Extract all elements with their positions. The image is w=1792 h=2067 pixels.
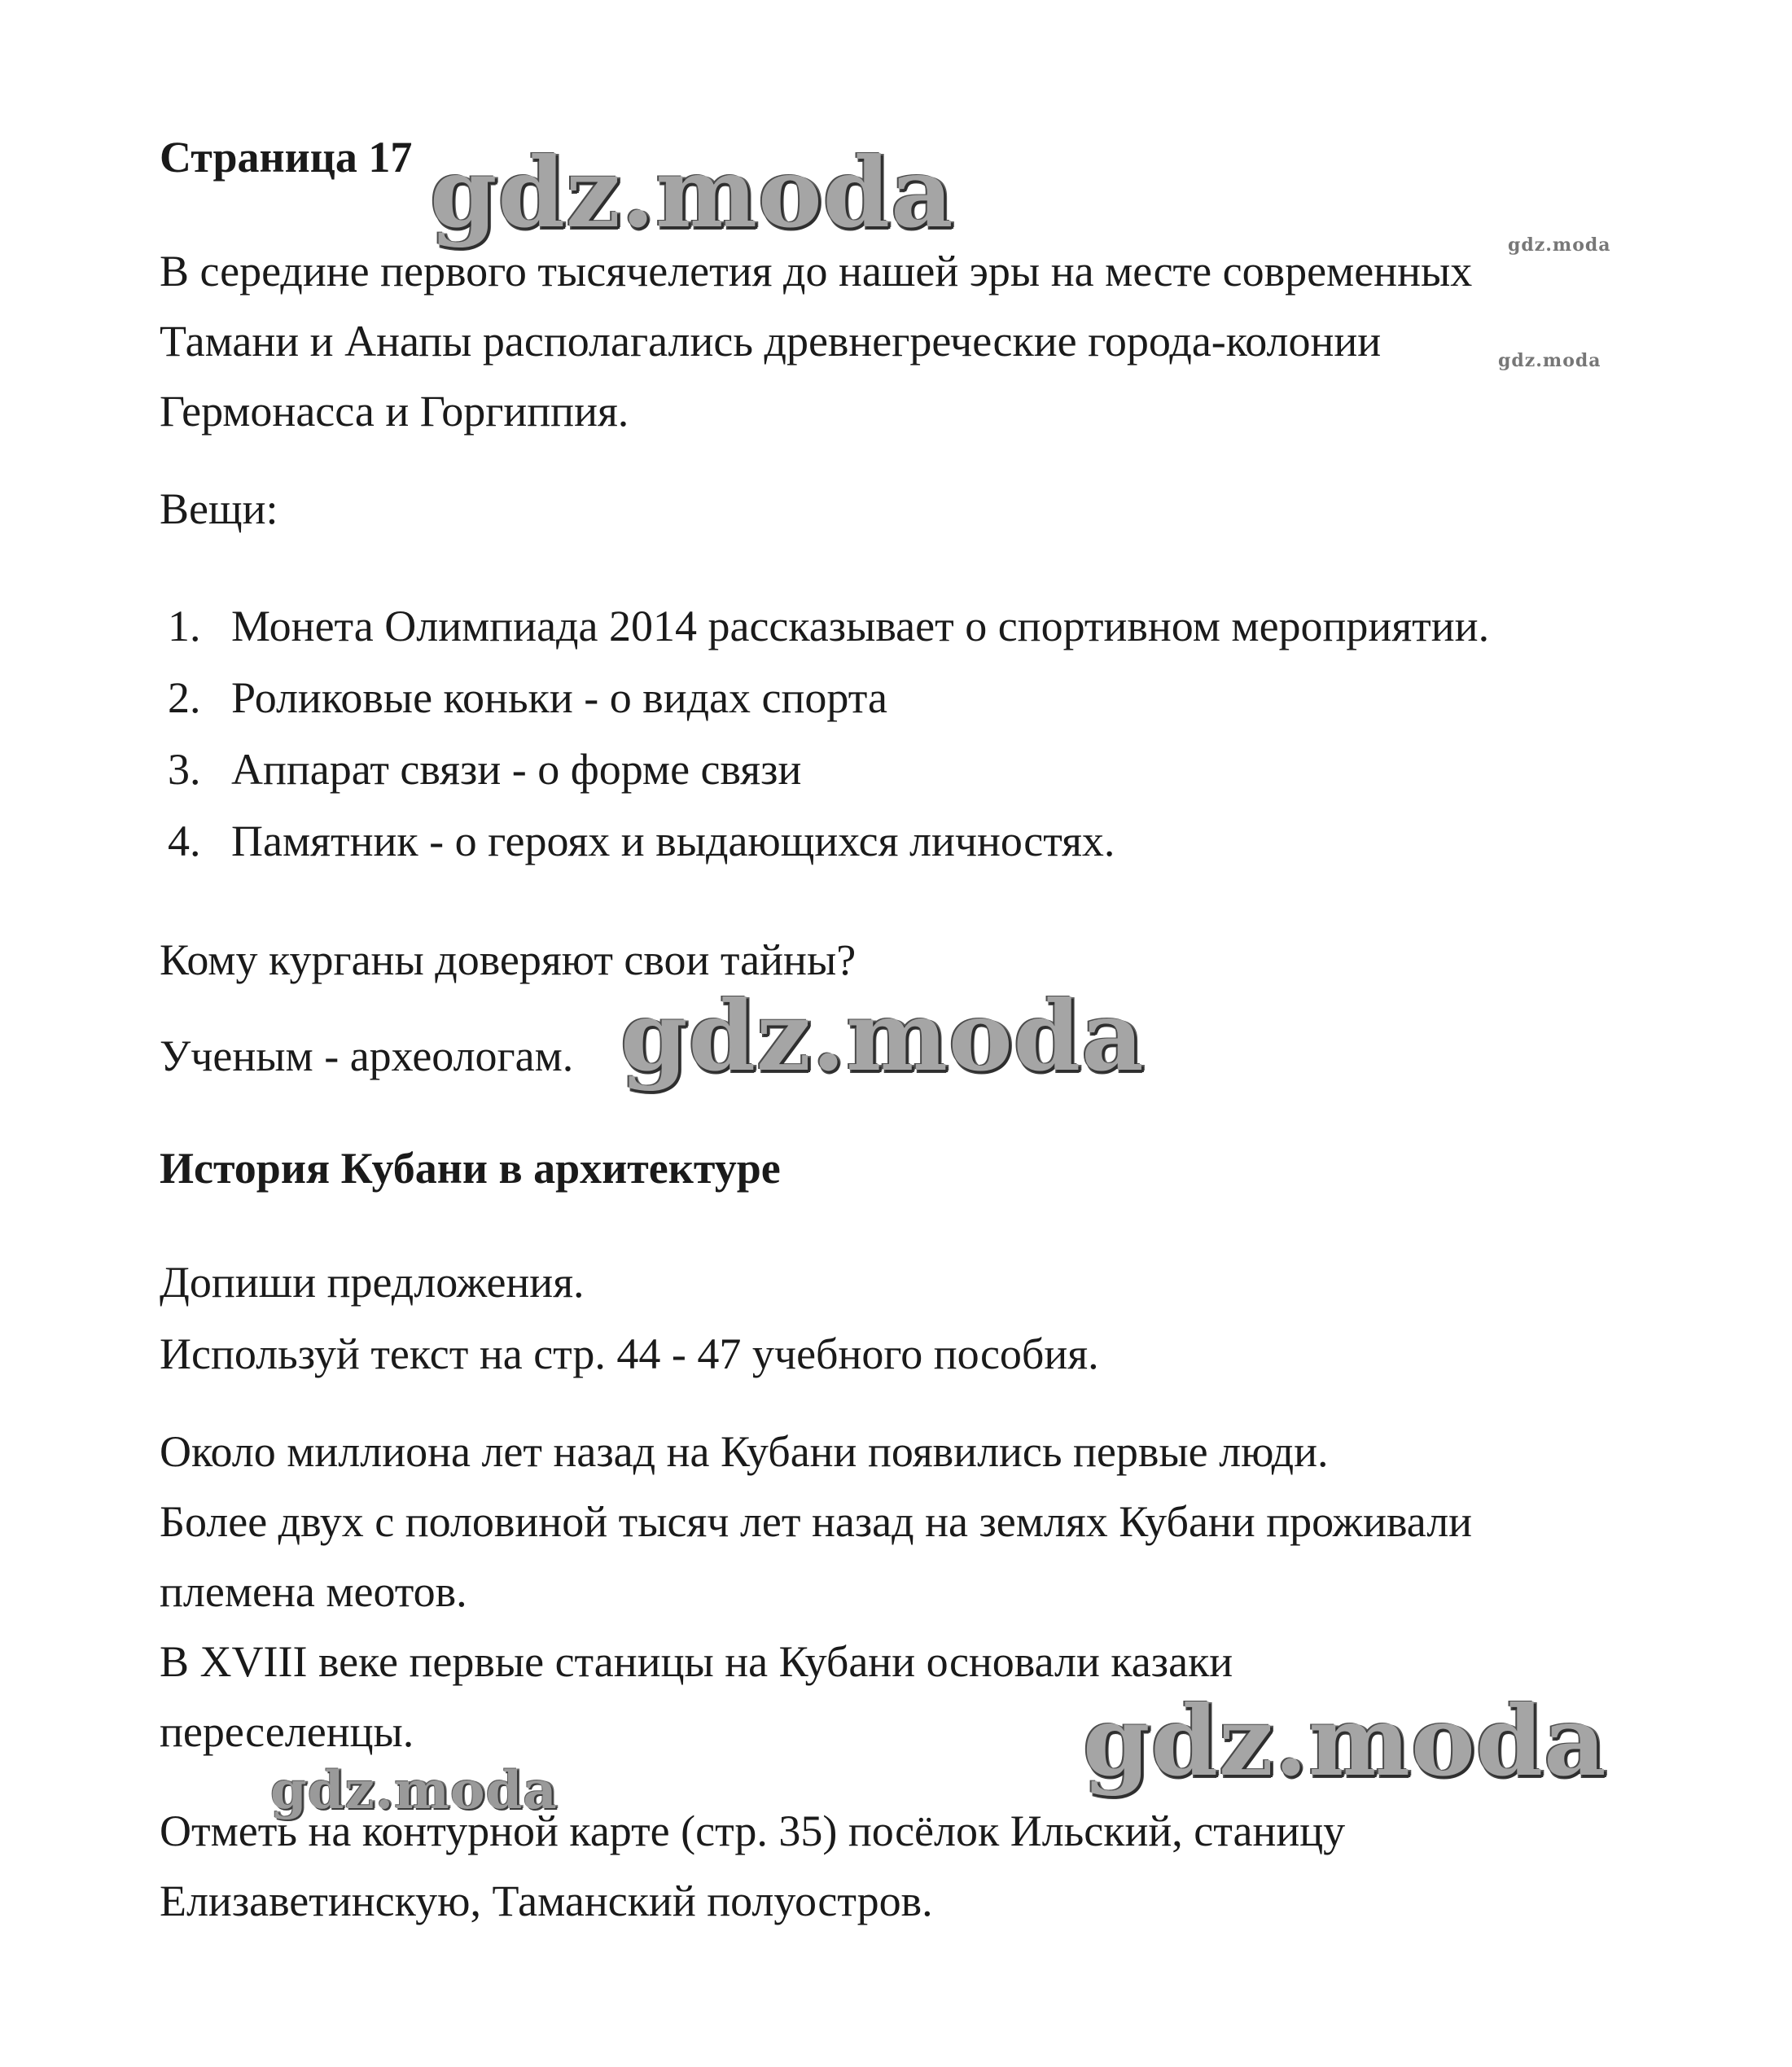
list-text: Монета Олимпиада 2014 рассказывает о спортивном мероприятии. [231, 602, 1490, 650]
list-item [168, 673, 887, 722]
list-number: 1. [168, 602, 201, 650]
list-text: Памятник - о героях и выдающихся личностях. [231, 817, 1115, 865]
map-task-line-1: Отметь на контурной карте (стр. 35) посёлок Ильский, станицу [160, 1806, 1346, 1855]
watermark-logo: gdz.moda [270, 1760, 558, 1821]
list-number: 3. [168, 745, 201, 794]
intro-line-3: Гермонасса и Горгиппия. [160, 387, 629, 436]
answer-line-2: Более двух с половиной тысяч лет назад на землях Кубани проживали [160, 1497, 1473, 1546]
list-item [168, 819, 1115, 863]
task-line-2: Используй текст на стр. 44 - 47 учебного пособия. [160, 1329, 1099, 1378]
answer-line-4: В XVIII веке первые станицы на Кубани основали казаки [160, 1637, 1233, 1686]
answer-line-5: переселенцы. [160, 1707, 414, 1756]
watermark-logo: gdz.moda [1508, 234, 1611, 256]
watermark-logo: gdz.moda [1083, 1684, 1607, 1798]
map-task-line-2: Елизаветинскую, Таманский полуостров. [160, 1877, 933, 1925]
list-text: Аппарат связи - о форме связи [231, 745, 802, 794]
section-title: История Кубани в архитектуре [160, 1144, 781, 1193]
kurgan-answer: Ученым - археологам. [160, 1031, 574, 1080]
task-line-1: Допиши предложения. [160, 1258, 585, 1307]
list-number: 4. [168, 817, 201, 865]
watermark-logo: gdz.moda [430, 136, 954, 249]
list-item [168, 604, 1489, 648]
answer-line-1: Около миллиона лет назад на Кубани появились первые люди. [160, 1427, 1329, 1476]
list-number: 2. [168, 673, 201, 722]
list-item [168, 745, 802, 794]
things-label: Вещи: [160, 484, 278, 533]
intro-line-1: В середине первого тысячелетия до нашей эры на месте современных [160, 247, 1473, 296]
page-title: Страница 17 [160, 133, 413, 182]
intro-line-2: Тамани и Анапы располагались древнегреческие города-колонии [160, 317, 1382, 366]
list-text: Роликовые коньки - о видах спорта [231, 673, 887, 722]
watermark-logo: gdz.moda [620, 979, 1145, 1093]
kurgan-question: Кому курганы доверяют свои тайны? [160, 935, 857, 984]
answer-line-3: племена меотов. [160, 1567, 467, 1616]
watermark-logo: gdz.moda [1498, 350, 1601, 371]
